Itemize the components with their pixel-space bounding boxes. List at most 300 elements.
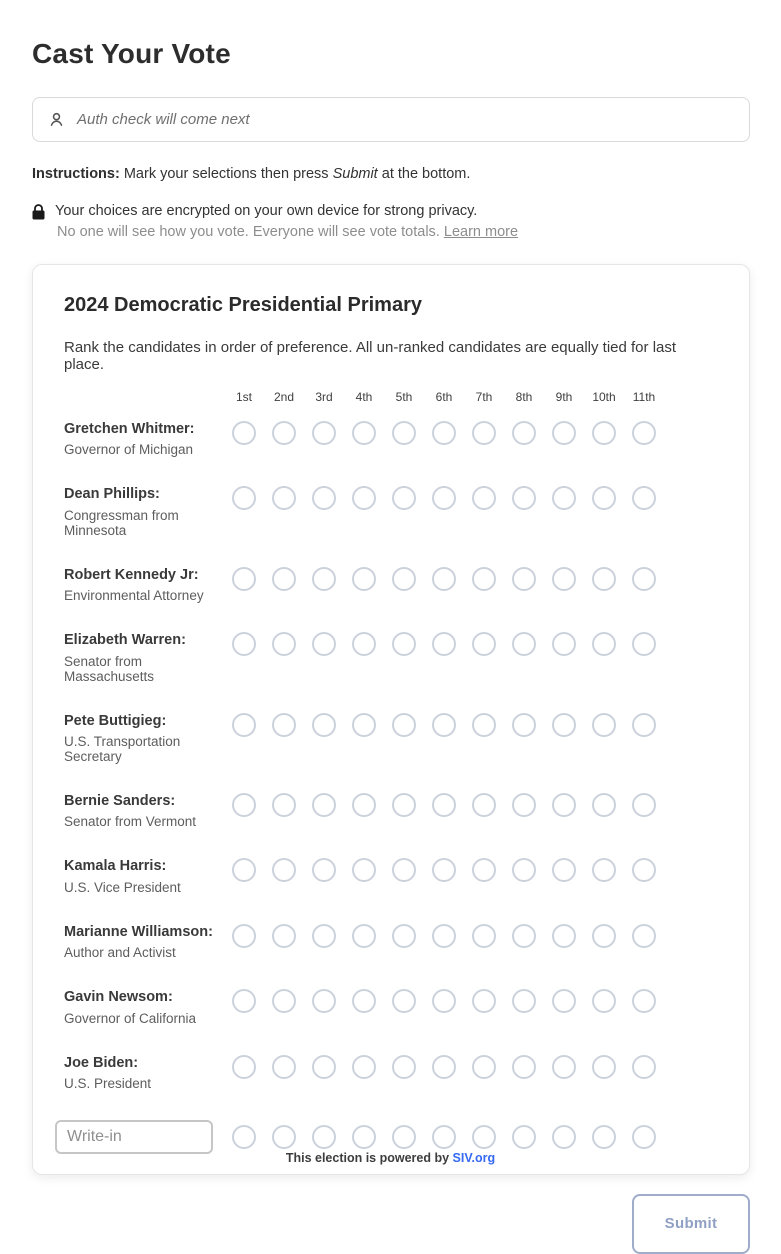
radio-cell [344, 1055, 384, 1079]
radio-cell [384, 486, 424, 510]
radio-cell [384, 793, 424, 817]
radio-cell [424, 632, 464, 656]
rank-radio[interactable] [392, 924, 416, 948]
rank-radio[interactable] [512, 567, 536, 591]
radio-cell [264, 421, 304, 445]
rank-radio[interactable] [272, 924, 296, 948]
radio-cell [264, 1055, 304, 1079]
radio-cell [344, 632, 384, 656]
candidate-row [64, 421, 719, 457]
radio-cell [424, 793, 464, 817]
rank-radio[interactable] [272, 486, 296, 510]
radio-cell [464, 567, 504, 591]
candidate-description: U.S. President [64, 1075, 152, 1091]
rank-radio[interactable] [592, 989, 616, 1013]
rank-radio[interactable] [272, 989, 296, 1013]
rank-radio[interactable] [232, 486, 256, 510]
rank-radio[interactable] [312, 421, 336, 445]
radio-cell [424, 924, 464, 948]
rank-radio[interactable] [392, 858, 416, 882]
candidate-label [64, 567, 224, 603]
candidate-row [64, 858, 719, 894]
radio-cell [304, 421, 344, 445]
rank-radio[interactable] [272, 632, 296, 656]
candidate-name: Elizabeth Warren: [64, 632, 186, 649]
radio-cell [304, 567, 344, 591]
lock-icon [32, 204, 45, 225]
candidate-label [64, 924, 224, 960]
rank-radio[interactable] [552, 793, 576, 817]
rank-radio[interactable] [352, 632, 376, 656]
rank-radio[interactable] [312, 989, 336, 1013]
instructions-suffix: at the bottom. [381, 166, 471, 182]
rank-radio[interactable] [472, 421, 496, 445]
radio-cell [384, 567, 424, 591]
radio-cell [544, 858, 584, 882]
radio-cell [344, 989, 384, 1013]
radio-cell [584, 924, 624, 948]
rank-radio[interactable] [232, 1055, 256, 1079]
rank-radio[interactable] [592, 713, 616, 737]
radio-cell [224, 1125, 264, 1149]
rank-radio[interactable] [432, 924, 456, 948]
radio-cell [624, 1055, 664, 1079]
rank-radio[interactable] [632, 793, 656, 817]
radio-cell [384, 1125, 424, 1149]
rank-radio[interactable] [592, 567, 616, 591]
radio-cell [544, 713, 584, 737]
radio-cell [264, 858, 304, 882]
candidate-label [64, 632, 224, 683]
radio-cell [504, 486, 544, 510]
radio-cell [304, 793, 344, 817]
radio-cell [584, 1125, 624, 1149]
rank-radio[interactable] [632, 989, 656, 1013]
radio-cell [424, 421, 464, 445]
rank-radio[interactable] [312, 486, 336, 510]
radio-cell [344, 858, 384, 882]
radio-cell [544, 486, 584, 510]
radio-cell [544, 632, 584, 656]
radio-cell [344, 1125, 384, 1149]
radio-cell [304, 713, 344, 737]
radio-cell [304, 924, 344, 948]
privacy-note [32, 203, 750, 240]
candidate-label [64, 793, 224, 829]
radio-cell [624, 567, 664, 591]
radio-cell [544, 1125, 584, 1149]
rank-radio[interactable] [352, 1125, 376, 1149]
radio-cell [264, 989, 304, 1013]
radio-cell [504, 989, 544, 1013]
rank-radio[interactable] [432, 793, 456, 817]
rank-radio[interactable] [232, 858, 256, 882]
rank-radio[interactable] [352, 486, 376, 510]
radio-cell [504, 421, 544, 445]
rank-radio[interactable] [512, 486, 536, 510]
privacy-line2 [55, 224, 518, 240]
rank-radio[interactable] [352, 713, 376, 737]
radio-cell [544, 1055, 584, 1079]
rank-radio[interactable] [392, 1125, 416, 1149]
instructions [32, 166, 750, 182]
radio-cell [344, 486, 384, 510]
radio-cell [304, 486, 344, 510]
rank-header-cell: 7th [475, 390, 493, 404]
radio-cell [384, 989, 424, 1013]
rank-radio[interactable] [392, 632, 416, 656]
rank-radio[interactable] [552, 486, 576, 510]
rank-radio[interactable] [232, 1125, 256, 1149]
radio-cell [304, 632, 344, 656]
radio-cell [584, 567, 624, 591]
rank-radio[interactable] [632, 713, 656, 737]
submit-row [32, 1194, 750, 1254]
rank-radio[interactable] [552, 924, 576, 948]
rank-radio[interactable] [352, 858, 376, 882]
radio-cell [424, 713, 464, 737]
candidate-row [64, 924, 719, 960]
radio-cell [384, 713, 424, 737]
rank-radio[interactable] [392, 1055, 416, 1079]
radio-cell [384, 858, 424, 882]
rank-radio[interactable] [472, 924, 496, 948]
rank-radio[interactable] [512, 1055, 536, 1079]
instructions-text: Mark your selections then press [123, 166, 329, 182]
radio-cell [624, 793, 664, 817]
rank-radio[interactable] [592, 858, 616, 882]
rank-radio[interactable] [232, 713, 256, 737]
radio-cell [504, 567, 544, 591]
radio-cell [224, 421, 264, 445]
rank-header-cell: 11th [632, 390, 656, 404]
instructions-label: Instructions: [32, 166, 120, 182]
rank-radio[interactable] [232, 989, 256, 1013]
radio-cell [464, 989, 504, 1013]
radio-cell [264, 924, 304, 948]
rank-radio[interactable] [592, 632, 616, 656]
rank-radio[interactable] [512, 713, 536, 737]
radio-cell [544, 924, 584, 948]
candidate-description: Senator from Massachusetts [64, 653, 155, 684]
radio-cell [264, 486, 304, 510]
radio-cell [424, 567, 464, 591]
rank-radio[interactable] [272, 858, 296, 882]
rank-radio[interactable] [632, 858, 656, 882]
radio-cell [584, 486, 624, 510]
rank-radio[interactable] [472, 989, 496, 1013]
writein-row [64, 1120, 719, 1154]
candidate-name: Robert Kennedy Jr: [64, 566, 199, 583]
radio-cell [504, 858, 544, 882]
rank-radio[interactable] [272, 1125, 296, 1149]
radio-cell [344, 567, 384, 591]
rank-radio[interactable] [472, 1055, 496, 1079]
radio-cell [544, 793, 584, 817]
candidate-description: Senator from Vermont [64, 814, 197, 830]
rank-radio[interactable] [432, 1125, 456, 1149]
rank-radio[interactable] [272, 421, 296, 445]
footer-text: This election is powered by [285, 1151, 450, 1165]
radio-cell [464, 924, 504, 948]
rank-radio[interactable] [632, 1125, 656, 1149]
candidate-description: Governor of California [64, 1010, 197, 1026]
rank-radio[interactable] [432, 1055, 456, 1079]
candidate-name: Pete Buttigieg: [64, 712, 167, 729]
radio-cell [544, 421, 584, 445]
radio-cell [264, 632, 304, 656]
rank-radio[interactable] [312, 924, 336, 948]
radio-cell [264, 713, 304, 737]
candidate-description: Environmental Attorney [64, 588, 204, 604]
radio-cell [224, 713, 264, 737]
rank-radio[interactable] [232, 924, 256, 948]
rank-radio[interactable] [592, 486, 616, 510]
rank-radio[interactable] [512, 632, 536, 656]
rank-header-spacer [64, 390, 224, 404]
rank-radio[interactable] [512, 858, 536, 882]
candidate-row [64, 713, 719, 764]
rank-radio[interactable] [632, 1055, 656, 1079]
rank-radio[interactable] [432, 567, 456, 591]
radio-cell [504, 713, 544, 737]
radio-cell [344, 713, 384, 737]
writein-label [64, 1120, 224, 1154]
candidate-description: Congressman from Minnesota [64, 507, 179, 538]
rank-radio[interactable] [592, 1055, 616, 1079]
rank-header-cell: 6th [435, 390, 453, 404]
radio-cell [584, 858, 624, 882]
radio-cell [224, 924, 264, 948]
radio-cell [344, 924, 384, 948]
rank-header-cell: 10th [592, 390, 616, 404]
rank-radio[interactable] [312, 1055, 336, 1079]
rank-radio[interactable] [472, 1125, 496, 1149]
candidate-row [64, 567, 719, 603]
rank-radio[interactable] [352, 793, 376, 817]
radio-cell [504, 1055, 544, 1079]
rank-radio[interactable] [512, 989, 536, 1013]
rank-radio[interactable] [392, 989, 416, 1013]
rank-radio[interactable] [512, 421, 536, 445]
radio-cell [224, 632, 264, 656]
rank-radio[interactable] [632, 486, 656, 510]
radio-cell [304, 858, 344, 882]
rank-radio[interactable] [352, 1055, 376, 1079]
radio-cell [624, 924, 664, 948]
auth-status-box[interactable] [32, 97, 750, 142]
rank-radio[interactable] [552, 632, 576, 656]
rank-radio[interactable] [272, 713, 296, 737]
radio-cell [464, 713, 504, 737]
candidate-row [64, 793, 719, 829]
rank-radio[interactable] [432, 632, 456, 656]
radio-cell [384, 1055, 424, 1079]
radio-cell [224, 989, 264, 1013]
rank-radio[interactable] [472, 858, 496, 882]
rank-radio[interactable] [232, 421, 256, 445]
rank-radio[interactable] [592, 421, 616, 445]
radio-cell [464, 486, 504, 510]
radio-cell [224, 1055, 264, 1079]
rank-radio[interactable] [592, 793, 616, 817]
rank-radio[interactable] [312, 858, 336, 882]
candidate-name: Marianne Williamson: [64, 923, 213, 940]
radio-cell [464, 1055, 504, 1079]
candidate-name: Joe Biden: [64, 1054, 139, 1071]
candidate-label [64, 858, 224, 894]
rank-radio[interactable] [632, 567, 656, 591]
ballot-title: 2024 Democratic Presidential Primary [64, 294, 422, 316]
radio-cell [504, 632, 544, 656]
candidate-description: Author and Activist [64, 945, 176, 961]
radio-cell [224, 793, 264, 817]
rank-radio[interactable] [352, 989, 376, 1013]
candidate-label [64, 989, 224, 1025]
rank-radio[interactable] [552, 858, 576, 882]
rank-radio[interactable] [552, 421, 576, 445]
radio-cell [584, 1055, 624, 1079]
rank-radio[interactable] [312, 567, 336, 591]
radio-cell [424, 1125, 464, 1149]
radio-cell [224, 858, 264, 882]
siv-org-link[interactable]: SIV.org [452, 1151, 496, 1165]
radio-cell [464, 858, 504, 882]
candidate-name: Gavin Newsom: [64, 989, 173, 1006]
candidate-row [64, 632, 719, 683]
rank-radio[interactable] [552, 1125, 576, 1149]
candidate-label [64, 713, 224, 764]
radio-cell [544, 989, 584, 1013]
radio-cell [624, 1125, 664, 1149]
rank-radio[interactable] [392, 486, 416, 510]
candidate-label [64, 421, 224, 457]
rank-radio[interactable] [272, 793, 296, 817]
rank-header-cell: 4th [355, 390, 373, 404]
radio-cell [264, 793, 304, 817]
radio-cell [344, 421, 384, 445]
radio-cell [384, 632, 424, 656]
radio-cell [584, 632, 624, 656]
rank-radio[interactable] [632, 632, 656, 656]
radio-cell [544, 567, 584, 591]
rank-radio[interactable] [592, 924, 616, 948]
rank-radio[interactable] [472, 793, 496, 817]
radio-cell [304, 1125, 344, 1149]
privacy-line1: Your choices are encrypted on your own device for strong privacy. [55, 203, 478, 219]
rank-radio[interactable] [392, 793, 416, 817]
radio-cell [464, 632, 504, 656]
rank-header-cell: 5th [395, 390, 413, 404]
radio-cell [264, 567, 304, 591]
rank-radio[interactable] [552, 567, 576, 591]
rank-radio[interactable] [312, 1125, 336, 1149]
radio-cell [624, 989, 664, 1013]
rank-radio[interactable] [472, 486, 496, 510]
rank-radio[interactable] [232, 632, 256, 656]
rank-radio[interactable] [552, 989, 576, 1013]
radio-cell [384, 421, 424, 445]
ballot-subtitle: Rank the candidates in order of preference. All un-ranked candidates are equally tied for last place. [64, 339, 677, 373]
writein-input[interactable] [55, 1120, 213, 1154]
rank-radio[interactable] [592, 1125, 616, 1149]
radio-cell [344, 793, 384, 817]
radio-cell [584, 713, 624, 737]
rank-radio[interactable] [552, 1055, 576, 1079]
radio-cell [584, 421, 624, 445]
rank-radio[interactable] [312, 713, 336, 737]
rank-radio[interactable] [432, 486, 456, 510]
rank-radio[interactable] [472, 632, 496, 656]
radio-cell [464, 421, 504, 445]
rank-radio[interactable] [312, 793, 336, 817]
rank-radio[interactable] [352, 924, 376, 948]
rank-radio[interactable] [472, 713, 496, 737]
rank-radio[interactable] [632, 421, 656, 445]
radio-cell [424, 1055, 464, 1079]
radio-cell [504, 1125, 544, 1149]
candidate-name: Kamala Harris: [64, 858, 167, 875]
candidate-row [64, 1055, 719, 1091]
rank-radio[interactable] [512, 924, 536, 948]
radio-cell [304, 1055, 344, 1079]
ballot-card [32, 264, 750, 1175]
rank-radio[interactable] [232, 567, 256, 591]
radio-cell [504, 924, 544, 948]
radio-cell [584, 793, 624, 817]
radio-cell [224, 567, 264, 591]
person-icon [48, 111, 65, 128]
rank-radio[interactable] [432, 858, 456, 882]
rank-radio[interactable] [552, 713, 576, 737]
rank-radio[interactable] [432, 421, 456, 445]
rank-radio[interactable] [352, 421, 376, 445]
learn-more-link[interactable]: Learn more [443, 224, 519, 240]
radio-cell [424, 486, 464, 510]
rank-radio[interactable] [632, 924, 656, 948]
rank-radio[interactable] [432, 713, 456, 737]
radio-cell [464, 793, 504, 817]
candidate-row [64, 486, 719, 537]
candidate-name: Bernie Sanders: [64, 792, 176, 809]
page-title: Cast Your Vote [32, 38, 231, 69]
radio-cell [584, 989, 624, 1013]
rank-header-cell: 1st [235, 390, 252, 404]
rank-radio[interactable] [312, 632, 336, 656]
rank-header-cell: 2nd [273, 390, 295, 404]
rank-radio[interactable] [272, 567, 296, 591]
rank-radio[interactable] [392, 713, 416, 737]
radio-cell [624, 486, 664, 510]
privacy-line2-text: No one will see how you vote. Everyone will see vote totals. [57, 224, 440, 240]
rank-radio[interactable] [432, 989, 456, 1013]
radio-cell [624, 713, 664, 737]
submit-button[interactable]: Submit [632, 1194, 750, 1254]
rank-radio[interactable] [472, 567, 496, 591]
rank-radio[interactable] [392, 421, 416, 445]
rank-radio[interactable] [232, 793, 256, 817]
candidate-description: U.S. Vice President [64, 879, 181, 895]
rank-header-cell: 3rd [315, 390, 333, 404]
candidate-name: Dean Phillips: [64, 486, 160, 503]
rank-radio[interactable] [352, 567, 376, 591]
radio-cell [384, 924, 424, 948]
radio-cell [464, 1125, 504, 1149]
rank-radio[interactable] [392, 567, 416, 591]
rank-radio[interactable] [272, 1055, 296, 1079]
rank-radio[interactable] [512, 793, 536, 817]
rank-radio[interactable] [512, 1125, 536, 1149]
